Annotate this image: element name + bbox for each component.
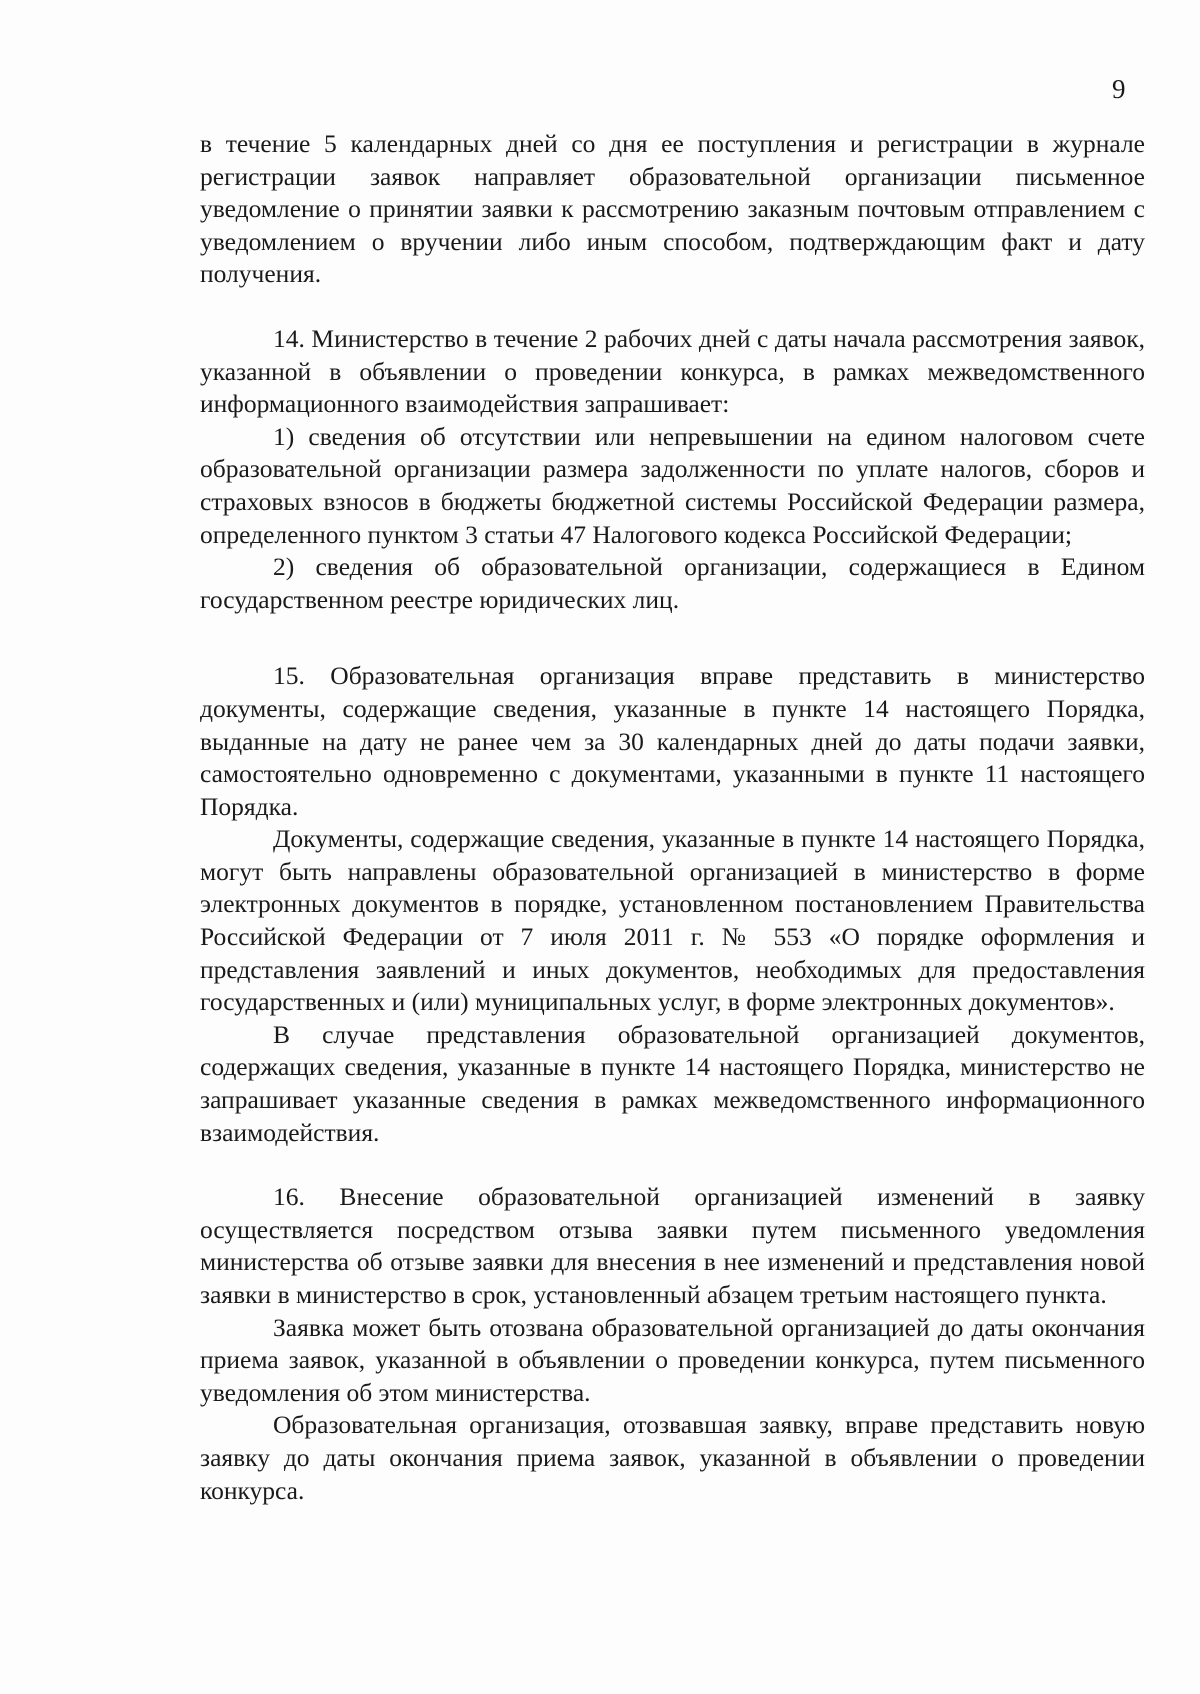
paragraph-section-16-resubmission: Образовательная организация, отозвавшая заявку, вправе представить новую заявку до даты окончания приема заявок, указанной в объявлении о проведении конкурса. — [200, 1410, 1145, 1505]
list-item-14-1: 1) сведения об отсутствии или непревышении на едином налоговом счете образовательной организации размера задолженности по уплате налогов, сборов и страховых взносов в бюджеты бюджетной системы Российской Федерации размера, определенного пунктом 3 статьи 47 Налогового кодекса Российской Федерации; — [200, 421, 1145, 549]
paragraph-section-15-electronic-documents: Документы, содержащие сведения, указанные в пункте 14 настоящего Порядка, могут быть направлены образовательной организацией в министерство в форме электронных документов в порядке, установленном постановлением Правительства Российской Федерации от 7 июля 2011 г. № 553 «О порядке оформления и представления заявлений и иных документов, необходимых для предоставления государственных и (или) муниципальных услуг, в форме электронных документов». — [200, 824, 1145, 1017]
paragraph-section-15: 15. Образовательная организация вправе представить в министерство документы, содержащие сведения, указанные в пункте 14 настоящего Порядка, выданные на дату не ранее чем за 30 календарных дней до даты подачи заявки, самостоятельно одновременно с документами, указанными в пункте 11 настоящего Порядка. — [200, 661, 1145, 821]
paragraph-continuation: в течение 5 календарных дней со дня ее поступления и регистрации в журнале регистрации заявок направляет образовательной организации письменное уведомление о принятии заявки к рассмотрению заказным почтовым отправлением с уведомлением о вручении либо иным способом, подтверждающим факт и дату получения. — [200, 129, 1145, 289]
paragraph-section-14: 14. Министерство в течение 2 рабочих дней с даты начала рассмотрения заявок, указанной в объявлении о проведении конкурса, в рамках межведомственного информационного взаимодействия запрашивает: — [200, 323, 1145, 419]
document-body — [200, 128, 1145, 1507]
page-number: 9 — [1112, 74, 1126, 104]
list-item-14-2: 2) сведения об образовательной организации, содержащиеся в Едином государственном реестре юридических лиц. — [200, 552, 1145, 614]
paragraph-section-15-no-request: В случае представления образовательной организацией документов, содержащих сведения, указанные в пункте 14 настоящего Порядка, министерство не запрашивает указанные сведения в рамках межведомственного информационного взаимодействия. — [200, 1019, 1145, 1147]
paragraph-section-16: 16. Внесение образовательной организацией изменений в заявку осуществляется посредством отзыва заявки путем письменного уведомления министерства об отзыве заявки для внесения в нее изменений и представления новой заявки в министерство в срок, установленный абзацем третьим настоящего пункта. — [200, 1182, 1145, 1309]
paragraph-section-16-withdrawal: Заявка может быть отозвана образовательной организацией до даты окончания приема заявок, указанной в объявлении о проведении конкурса, путем письменного уведомления об этом министерства. — [200, 1312, 1145, 1407]
